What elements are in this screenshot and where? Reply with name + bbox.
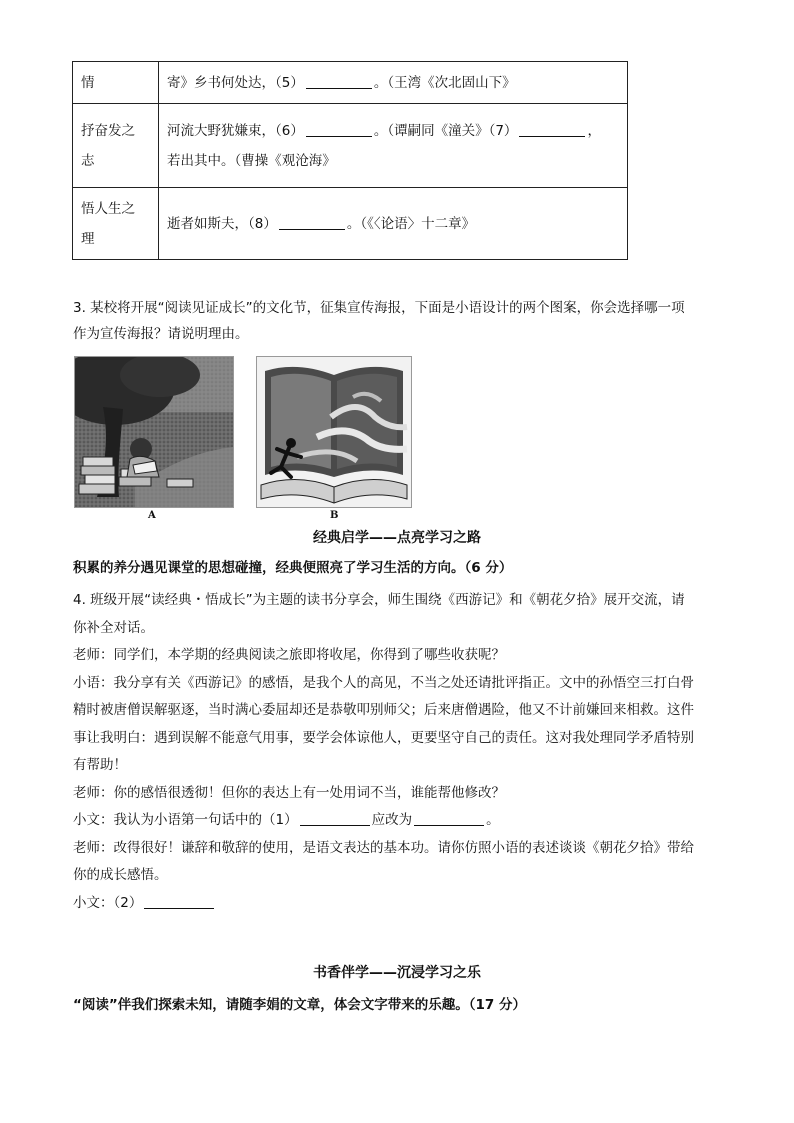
poster-image-a[interactable] bbox=[74, 356, 234, 508]
answer-blank-q4-1a[interactable] bbox=[300, 811, 370, 826]
question-3: 3. 某校将开展“阅读见证成长”的文化节，征集宣传海报，下面是小语设计的两个图案，你会选择哪一项 作为宣传海报？请说明理由。 bbox=[73, 300, 685, 342]
dialogue-xiaowen-2: 小文：（2） bbox=[73, 890, 723, 918]
dialogue-xiaowen-1: 小文：我认为小语第一句话中的（1） 应改为 。 bbox=[73, 812, 500, 828]
section-intro-classics: 积累的养分遇见课堂的思想碰撞，经典便照亮了学习生活的方向。（6 分） bbox=[73, 560, 513, 576]
answer-blank-7[interactable] bbox=[519, 122, 585, 137]
answer-blank-6[interactable] bbox=[306, 122, 372, 137]
image-a-label: A bbox=[148, 510, 156, 521]
dialogue-teacher-2: 老师：你的感悟很透彻！但你的表达上有一处用词不当，谁能帮他修改？ bbox=[73, 784, 505, 801]
section-intro-reading: “阅读”伴我们探索未知，请随李娟的文章，体会文字带来的乐趣。（17 分） bbox=[73, 997, 526, 1013]
content-cell: 逝者如斯夫，（8） 。（《〈论语〉十二章》 bbox=[159, 188, 628, 260]
answer-blank-q4-2[interactable] bbox=[144, 894, 214, 909]
tree-reading-illustration bbox=[75, 357, 233, 507]
table-row bbox=[73, 188, 628, 260]
section-heading-classics: 经典启学——点亮学习之路 bbox=[313, 530, 481, 546]
poster-image-b[interactable] bbox=[256, 356, 412, 508]
running-boy-book-illustration bbox=[257, 357, 411, 507]
dialogue-teacher-3: 老师：改得很好！谦辞和敬辞的使用，是语文表达的基本功。请你仿照小语的表述谈谈《朝花夕拾》带给 你的成长感悟。 bbox=[73, 839, 694, 883]
table-row bbox=[73, 104, 628, 188]
answer-blank-8[interactable] bbox=[279, 215, 345, 230]
content-cell: 寄》乡书何处达，（5） 。（王湾《次北固山下》 bbox=[159, 62, 628, 104]
dialogue-teacher-1: 老师：同学们，本学期的经典阅读之旅即将收尾，你得到了哪些收获呢？ bbox=[73, 647, 505, 663]
answer-blank-5[interactable] bbox=[306, 74, 372, 89]
image-b-label: B bbox=[330, 510, 339, 521]
content-cell: 河流大野犹嫌束，（6） 。（谭嗣同《潼关》（7） ， 若出其中。（曹操《观沧海》 bbox=[159, 104, 628, 188]
dialogue-xiaoyu: 小语：我分享有关《西游记》的感悟，是我个人的高见，不当之处还请批评指正。文中的孙悟空三打白骨 精时被唐僧误解驱逐，当时满心委屈却还是恭敬叩别师父；后来唐僧遇险，他又不计前嫌回来相救。这件 事让我明白：遇到误解不能意气用事，要学会体谅他人，更要坚守自己的责任。这对我处理同学矛盾特别 有帮助！ bbox=[73, 674, 694, 773]
theme-cell: 抒奋发之 志 bbox=[73, 104, 159, 188]
theme-cell: 悟人生之 理 bbox=[73, 188, 159, 260]
section-heading-reading: 书香伴学——沉浸学习之乐 bbox=[313, 965, 481, 981]
table-row bbox=[73, 62, 628, 104]
theme-cell: 情 bbox=[73, 62, 159, 104]
question-4: 4. 班级开展“读经典・悟成长”为主题的读书分享会，师生围绕《西游记》和《朝花夕拾》展开交流，请 你补全对话。 老师：同学们，本学期的经典阅读之旅即将收尾，你得到了哪些收获呢？ 小语：我分享有关《西游记》的感悟，是我个人的高见，不当之处还请批评指正。文中的孙悟空三打白骨 精时被唐僧误解驱逐，当时满心委屈却还是恭敬叩别师父；后来唐僧遇险，他又不计前嫌回来相救。这件 事让我明白：遇到误解不能意气用事，要学会体谅他人，更要坚守自己的责任。这对我处理同学矛盾特别 有帮助！ 老师：你的感悟很透彻！但你的表达上有一处用词不当，谁能帮他修改？ 小文：我认为小语第一句话中的（1） 应改为 。 老师：改得很好！谦辞和敬辞的使用，是语文表达的基本功。请你仿照小语的表述谈谈《朝花夕拾》带给 你的成长感悟。 小文：（2） bbox=[73, 587, 723, 917]
answer-blank-q4-1b[interactable] bbox=[414, 811, 484, 826]
poem-table bbox=[72, 61, 628, 260]
